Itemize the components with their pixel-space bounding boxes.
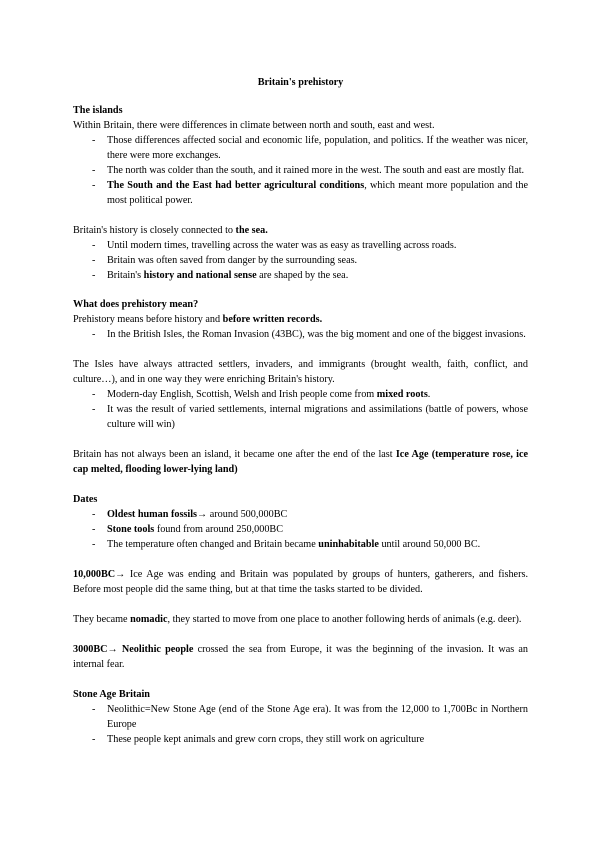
- list-item: - Those differences affected social and economic life, population, and politics. If the weather was nicer, there were more exchanges.: [73, 133, 528, 163]
- document-body: [73, 75, 528, 747]
- paragraph-10000bc: 10,000BC→ Ice Age was ending and Britain was populated by groups of hunters, gatherers, and fishers. Before most people did the same thing, but at that time the tasks started to be divided.: [73, 569, 528, 595]
- paragraph-sea: Britain's history is closely connected to the sea.: [73, 225, 268, 236]
- list-item: - The temperature often changed and Britain became uninhabitable until around 50,000 BC.: [73, 537, 528, 552]
- list-item: - Until modern times, travelling across the water was as easy as travelling across roads.: [73, 238, 528, 253]
- section-stone-age: [73, 687, 528, 747]
- paragraph-ice-age: Britain has not always been an island, it became one after the end of the last Ice Age (temperature rose, ice cap melted, flooding lower-lying land): [73, 449, 528, 475]
- list-item: - Stone tools found from around 250,000BC: [73, 522, 528, 537]
- list-sea: [73, 238, 528, 283]
- list-item: - It was the result of varied settlements, internal migrations and assimilations (battle of powers, whose culture will win): [73, 402, 528, 432]
- section-prehistory: [73, 297, 528, 342]
- list-dates: [73, 507, 528, 552]
- list-item: - Britain was often saved from danger by the surrounding seas.: [73, 253, 528, 268]
- paragraph-3000bc: 3000BC→ Neolithic people crossed the sea from Europe, it was the beginning of the invasion. It was an internal fear.: [73, 644, 529, 670]
- heading-dates: Dates: [73, 494, 98, 505]
- list-item: - These people kept animals and grew corn crops, they still work on agriculture: [73, 732, 528, 747]
- list-item: - Modern-day English, Scottish, Welsh and Irish people come from mixed roots.: [73, 387, 528, 402]
- list-settlers: [73, 387, 528, 432]
- section-islands: [73, 103, 528, 208]
- heading-stone-age: Stone Age Britain: [73, 689, 150, 700]
- paragraph-prehistory: Prehistory means before history and before written records.: [73, 314, 323, 325]
- list-item: - In the British Isles, the Roman Invasion (43BC), was the big moment and one of the biggest invasions.: [73, 327, 528, 342]
- heading-prehistory: What does prehistory mean?: [73, 299, 199, 310]
- list-item: - Oldest human fossils→ around 500,000BC: [73, 507, 528, 522]
- heading-islands: The islands: [73, 105, 123, 116]
- section-island-ice-age: [73, 447, 528, 477]
- section-dates: [73, 492, 528, 552]
- list-item: - The South and the East had better agricultural conditions, which meant more population and the most political power.: [73, 178, 528, 208]
- list-item: - Britain's history and national sense are shaped by the sea.: [73, 268, 528, 283]
- list-prehistory: [73, 327, 528, 342]
- list-stone-age: [73, 702, 528, 747]
- section-10000bc: [73, 567, 528, 597]
- paragraph-settlers: The Isles have always attracted settlers, invaders, and immigrants (brought wealth, faith, conflict, and culture…), and in one way they were enriching Britain's history.: [73, 359, 528, 385]
- list-islands: [73, 133, 528, 208]
- section-settlers: [73, 357, 528, 432]
- paragraph-nomadic: They became nomadic, they started to move from one place to another following herds of animals (e.g. deer).: [73, 614, 522, 625]
- section-sea: [73, 223, 528, 283]
- section-nomadic: [73, 612, 528, 627]
- paragraph-islands-intro: Within Britain, there were differences in climate between north and south, east and west.: [73, 120, 435, 131]
- page-title: Britain's prehistory: [257, 77, 344, 88]
- list-item: - Neolithic=New Stone Age (end of the Stone Age era). It was from the 12,000 to 1,700Bc in Northern Europe: [73, 702, 528, 732]
- list-item: - The north was colder than the south, and it rained more in the west. The south and east are mostly flat.: [73, 163, 528, 178]
- section-3000bc: [73, 642, 528, 672]
